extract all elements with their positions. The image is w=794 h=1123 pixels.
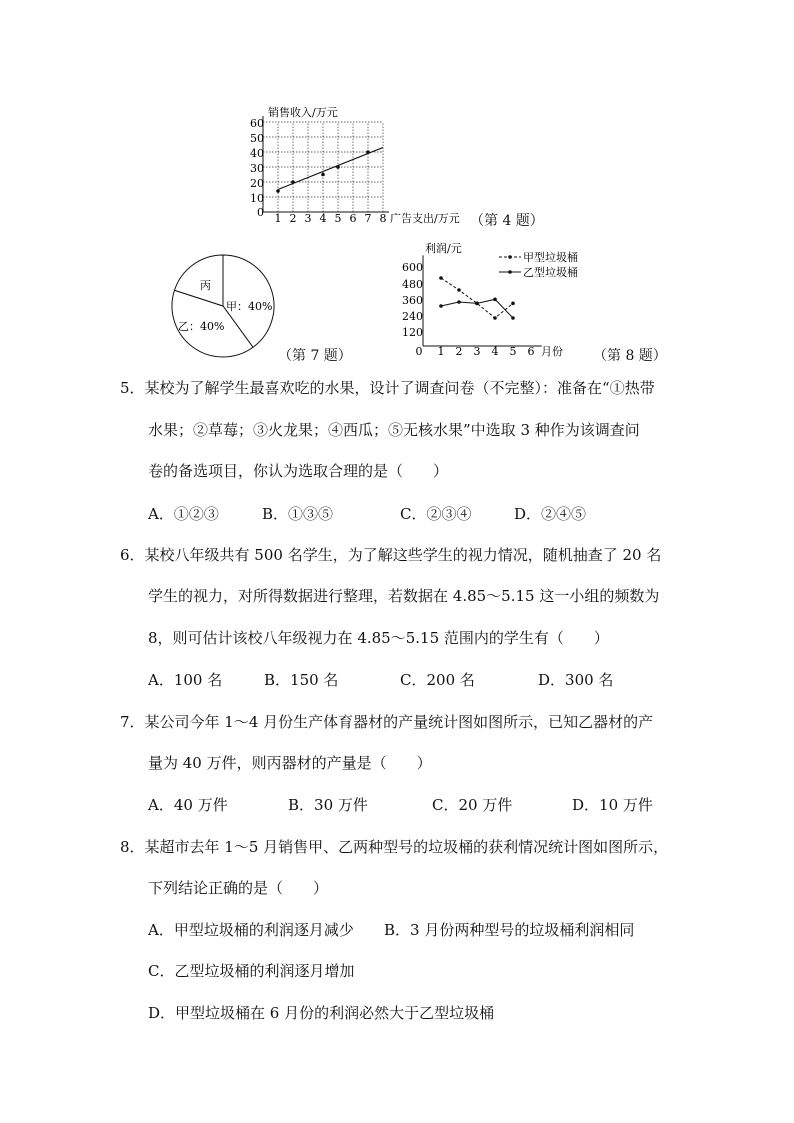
legend-jia-dot [508, 255, 512, 259]
fig7-label-jia: 甲：40% [226, 300, 273, 313]
fig8-point-yi [511, 316, 515, 320]
fig8-point-yi [475, 302, 479, 306]
fig4-xtick: 5 [334, 212, 342, 225]
fig4-xtick: 6 [349, 212, 357, 225]
q5-line2: 水果；②草莓；③火龙果；④西瓜；⑤无核水果”中选取 3 种作为该调查问 [148, 421, 640, 439]
q7-option-a: A．40 万件 [148, 796, 228, 814]
fig8-xtick: 0 [415, 345, 423, 358]
fig4-xtick: 8 [379, 212, 387, 225]
fig8-point-yi [457, 300, 461, 304]
q8-option-c: C．乙型垃圾桶的利润逐月增加 [148, 962, 355, 980]
q5-option-c: C．②③④ [400, 505, 472, 523]
q5-line3: 卷的备选项目，你认为选取合理的是（ ） [148, 462, 449, 480]
fig4-caption: （第 4 题） [470, 213, 544, 229]
legend-yi-dot [508, 270, 512, 274]
fig8-legend-yi: 乙型垃圾桶 [523, 266, 578, 279]
q6-line2: 学生的视力，对所得数据进行整理，若数据在 4.85～5.15 这一小组的频数为 [148, 587, 660, 605]
fig8-ytick: 600 [402, 261, 423, 274]
q6-option-a: A．100 名 [148, 671, 223, 689]
fig4-marks [276, 148, 383, 193]
fig7-label-yi: 乙：40% [178, 320, 225, 333]
fig4-y-ticks [250, 117, 264, 219]
fig8-marks [439, 276, 515, 320]
fig8-y-ticks [402, 261, 423, 339]
fig8-xtick: 2 [455, 345, 463, 358]
fig4-ytick: 0 [257, 206, 264, 219]
fig4-grid [263, 116, 389, 212]
q8-option-d: D．甲型垃圾桶在 6 月份的利润必然大于乙型垃圾桶 [148, 1004, 495, 1022]
fig4-x-ticks [275, 212, 387, 225]
fig8-point-yi [439, 304, 443, 308]
fig8-xtick: 3 [473, 345, 481, 358]
fig4-ytick: 60 [250, 117, 264, 130]
fig4-ytick: 20 [250, 177, 264, 190]
fig4-point [321, 173, 325, 177]
q8-line2: 下列结论正确的是（ ） [148, 879, 329, 897]
q8-option-b: B．3 月份两种型号的垃圾桶利润相同 [384, 921, 635, 939]
fig8-series-jia [441, 278, 513, 318]
fig4-ytick: 30 [250, 162, 264, 175]
q5-option-a: A．①②③ [148, 505, 219, 523]
fig8-caption: （第 8 题） [593, 348, 667, 364]
fig4-xtick: 7 [364, 212, 372, 225]
fig4-xlabel: 广告支出/万元 [390, 212, 460, 225]
fig8-chart [395, 238, 595, 363]
q8-line1: 8．某超市去年 1～5 月销售甲、乙两种型号的垃圾桶的获利情况统计图如图所示， [120, 838, 669, 856]
fig8-legend [499, 250, 578, 279]
fig7-caption: （第 7 题） [278, 348, 352, 364]
fig4-xtick: 3 [304, 212, 312, 225]
fig8-x-ticks [416, 345, 535, 358]
fig8-ytick: 480 [402, 278, 423, 291]
fig4-ylabel: 销售收入/万元 [268, 106, 338, 119]
fig4-point [366, 150, 370, 154]
q5-option-d: D．②④⑤ [514, 505, 587, 523]
fig7-pie [170, 250, 290, 370]
q6-option-c: C．200 名 [400, 671, 475, 689]
fig7-label-bing: 丙 [200, 279, 211, 292]
fig8-xtick: 5 [509, 345, 517, 358]
fig8-ylabel: 利润/元 [425, 242, 462, 255]
fig4-xtick: 4 [319, 212, 327, 225]
fig4-point [336, 165, 340, 169]
fig8-xlabel: 月份 [541, 345, 563, 358]
fig4-point [291, 180, 295, 184]
fig8-xtick: 6 [527, 345, 535, 358]
q7-line2: 量为 40 万件，则丙器材的产量是（ ） [148, 754, 432, 772]
fig4-xtick: 1 [274, 212, 282, 225]
q7-line1: 7．某公司今年 1～4 月份生产体育器材的产量统计图如图所示，已知乙器材的产 [120, 713, 654, 731]
q6-line3: 8，则可估计该校八年级视力在 4.85～5.15 范围内的学生有（ ） [148, 629, 609, 647]
q6-option-b: B．150 名 [264, 671, 339, 689]
q6-option-d: D．300 名 [538, 671, 614, 689]
q6-line1: 6．某校八年级共有 500 名学生，为了解这些学生的视力情况，随机抽查了 20 名 [120, 546, 662, 564]
fig8-ytick: 240 [402, 310, 423, 323]
fig8-ytick: 120 [402, 326, 423, 339]
q5-line1: 5．某校为了解学生最喜欢吃的水果，设计了调查问卷（不完整）：准备在“①热带 [120, 379, 655, 397]
fig8-legend-jia: 甲型垃圾桶 [523, 251, 578, 264]
fig8-point-jia [493, 316, 497, 320]
fig4-ytick: 40 [250, 147, 264, 160]
q7-option-b: B．30 万件 [288, 796, 368, 814]
q7-option-d: D．10 万件 [572, 796, 653, 814]
fig8-ytick: 360 [402, 294, 423, 307]
fig4-ytick: 10 [250, 192, 264, 205]
fig8-point-jia [457, 288, 461, 292]
q5-option-b: B．①③⑤ [262, 505, 334, 523]
fig4-xtick: 2 [289, 212, 297, 225]
fig8-xtick: 4 [491, 345, 499, 358]
q8-option-a: A．甲型垃圾桶的利润逐月减少 [148, 921, 354, 939]
fig8-point-yi [493, 298, 497, 302]
fig8-xtick: 1 [437, 345, 445, 358]
q7-option-c: C．20 万件 [432, 796, 513, 814]
fig4-point [276, 189, 280, 193]
fig8-point-jia [511, 302, 515, 306]
fig4-ytick: 50 [250, 132, 264, 145]
fig8-point-jia [439, 276, 443, 280]
